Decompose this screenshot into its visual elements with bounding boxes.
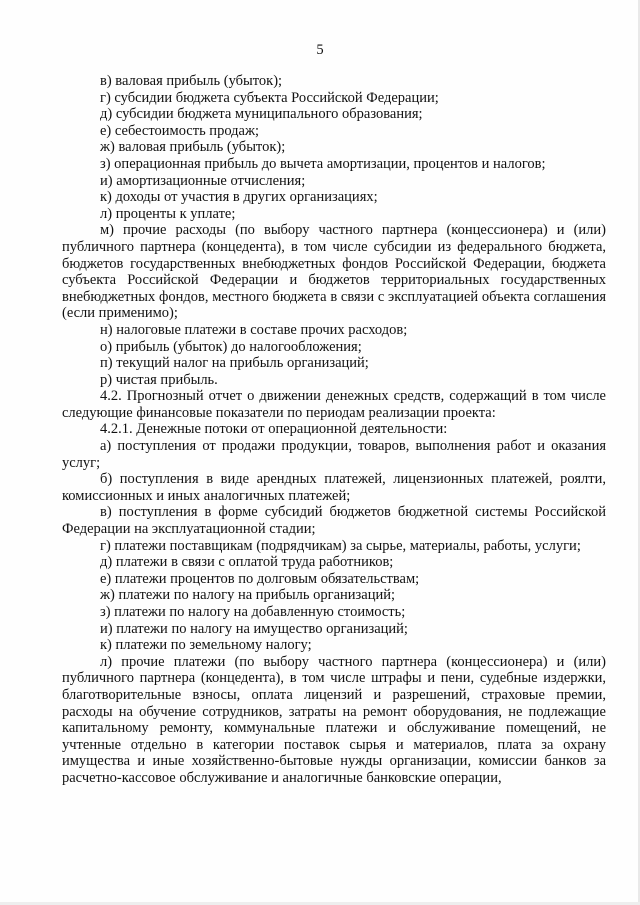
document-body	[62, 73, 606, 787]
list-item: д) субсидии бюджета муниципального образования;	[100, 106, 423, 123]
list-item: л) проценты к уплате;	[100, 205, 236, 222]
list-item: з) операционная прибыль до вычета амортизации, процентов и налогов;	[100, 155, 546, 172]
list-item: ж) валовая прибыль (убыток);	[100, 139, 286, 156]
list-item: к) платежи по земельному налогу;	[100, 637, 312, 654]
section-paragraph: 4.2. Прогнозный отчет о движении денежных средств, содержащий в том числе следующие финансовые показатели по периодам реализации проекта:	[62, 388, 606, 421]
list-item: о) прибыль (убыток) до налогообложения;	[100, 338, 362, 355]
list-item: л) прочие платежи (по выбору частного партнера (концессионера) и (или) публичного партнера (концедента), в том числе штрафы и пени, судебные издержки, благотворительные взносы, оплата лицензий и разрешений, страховые премии, расходы на обучение сотрудников, затраты на ремонт оборудования, не подлежащие капитальному ремонту, коммунальные платежи и обслуживание помещений, не учтенные отдельно в категории поставок сырья и материалов, плата за охрану имущества и иные хозяйственно-бытовые нужды организации, комиссии банков за расчетно-кассовое обслуживание и аналогичные банковские операции,	[62, 653, 606, 786]
list-item: е) платежи процентов по долговым обязательствам;	[100, 570, 420, 587]
list-item: а) поступления от продажи продукции, товаров, выполнения работ и оказания услуг;	[62, 438, 606, 471]
list-item: в) валовая прибыль (убыток);	[100, 73, 283, 89]
list-item: и) амортизационные отчисления;	[100, 172, 306, 189]
list-item: ж) платежи по налогу на прибыль организаций;	[100, 587, 396, 604]
list-item: и) платежи по налогу на имущество организаций;	[100, 620, 408, 637]
list-item: н) налоговые платежи в составе прочих расходов;	[100, 321, 408, 338]
list-item: д) платежи в связи с оплатой труда работников;	[100, 554, 394, 571]
list-item: м) прочие расходы (по выбору частного партнера (концессионера) и (или) публичного партнера (концедента), в том числе субсидии из федерального бюджета, бюджетов государственных внебюджетных фондов Российской Федерации, бюджета субъекта Российской Федерации и бюджетов территориальных государственных внебюджетных фондов, местного бюджета в связи с эксплуатацией объекта соглашения (если применимо);	[62, 222, 606, 322]
list-item: в) поступления в форме субсидий бюджетов бюджетной системы Российской Федерации на эксплуатационной стадии;	[62, 504, 606, 538]
list-item: к) доходы от участия в других организациях;	[100, 189, 378, 206]
list-item: г) субсидии бюджета субъекта Российской Федерации;	[100, 89, 439, 106]
list-item: г) платежи поставщикам (подрядчикам) за сырье, материалы, работы, услуги;	[100, 537, 581, 554]
list-item: п) текущий налог на прибыль организаций;	[100, 355, 369, 372]
list-item: б) поступления в виде арендных платежей, лицензионных платежей, роялти, комиссионных и иных аналогичных платежей;	[62, 471, 606, 504]
list-item: з) платежи по налогу на добавленную стоимость;	[100, 604, 406, 620]
page-number: 5	[316, 42, 324, 58]
list-item: р) чистая прибыль.	[100, 371, 218, 388]
section-heading: 4.2.1. Денежные потоки от операционной деятельности:	[100, 421, 448, 438]
list-item: е) себестоимость продаж;	[100, 122, 260, 139]
